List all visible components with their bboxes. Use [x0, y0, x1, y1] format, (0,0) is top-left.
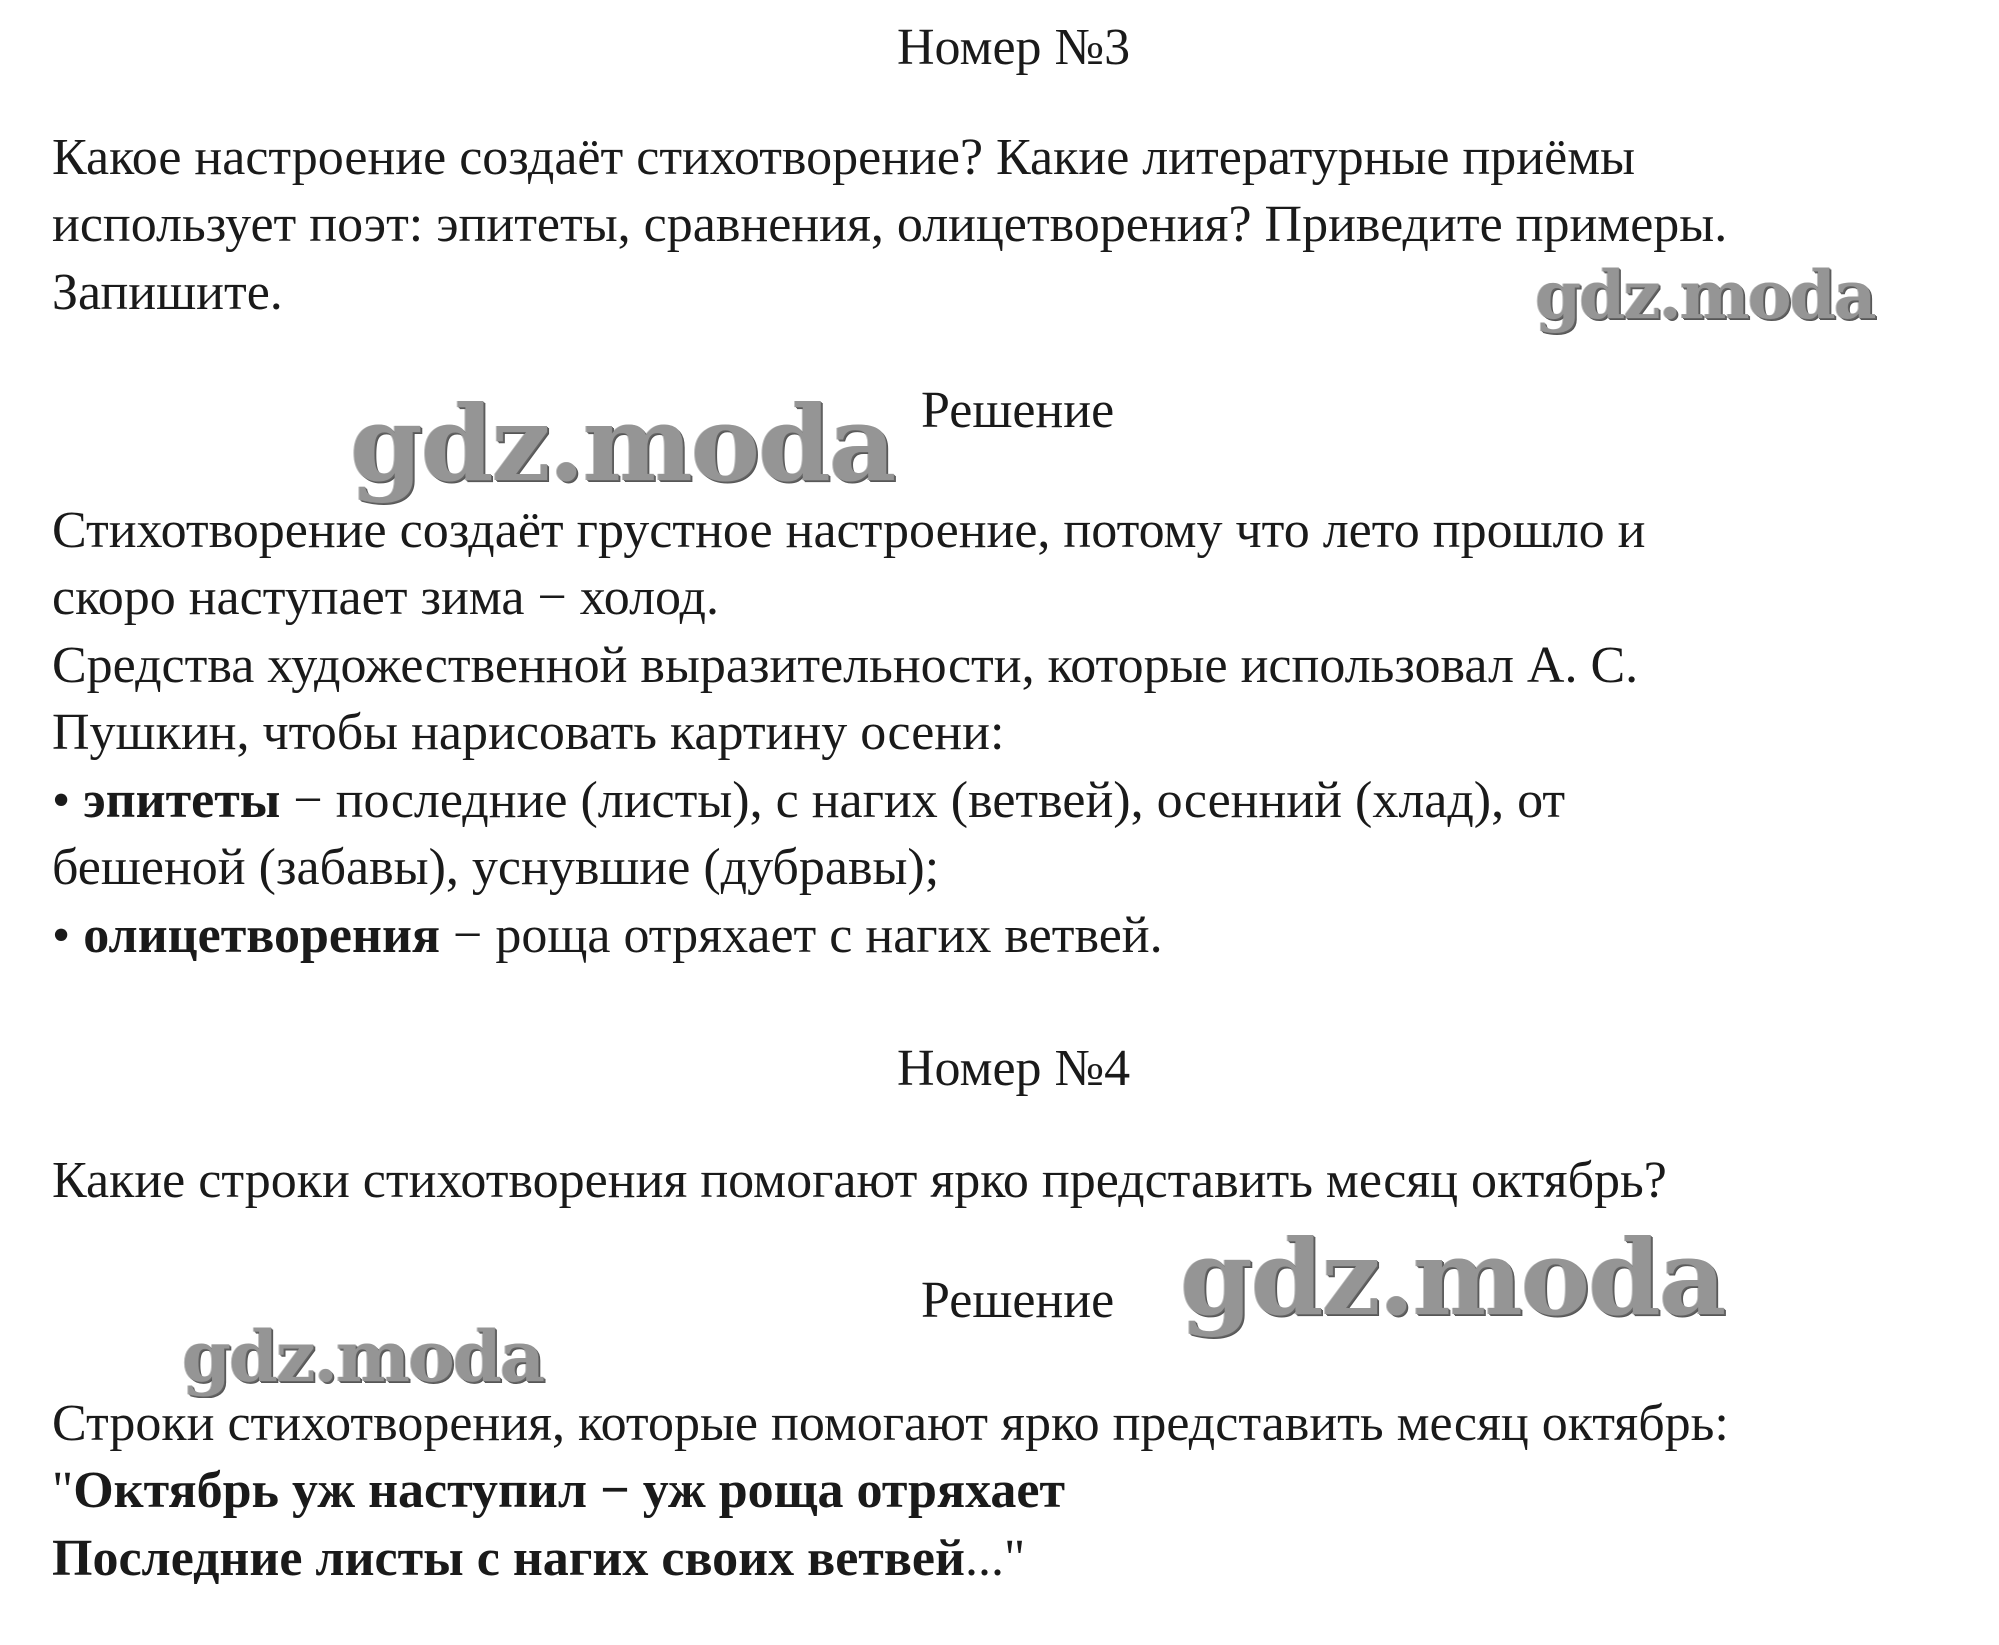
personification-term: олицетворения	[83, 907, 441, 964]
quote-open: "	[52, 1462, 74, 1519]
task3-bullet-personification	[52, 907, 1163, 964]
personification-text: − роща отряхает с нагих ветвей.	[440, 907, 1163, 964]
watermark-logo: gdz.moda	[1535, 256, 1875, 334]
watermark-logo: gdz.moda	[1180, 1216, 1725, 1339]
task3-question-line-3: Запишите.	[52, 264, 283, 321]
task4-question: Какие строки стихотворения помогают ярко представить месяц октябрь?	[52, 1152, 1667, 1209]
task3-question-line-1: Какое настроение создаёт стихотворение? Какие литературные приёмы	[52, 129, 1636, 186]
task3-answer-line-2: скоро наступает зима − холод.	[52, 569, 720, 626]
task3-heading: Номер №3	[897, 19, 1131, 76]
task3-answer-line-1: Стихотворение создаёт грустное настроение, потому что лето прошло и	[52, 502, 1646, 559]
bullet-symbol: •	[52, 907, 84, 964]
task4-quote-line-1	[52, 1462, 1066, 1519]
bullet-symbol: •	[52, 772, 84, 829]
epithets-text: − последние (листы), с нагих (ветвей), осенний (хлад), от	[280, 772, 1566, 829]
task3-solution-label: Решение	[921, 382, 1115, 439]
watermark-logo: gdz.moda	[350, 382, 895, 505]
task3-question-line-2: использует поэт: эпитеты, сравнения, олицетворения? Приведите примеры.	[52, 196, 1728, 253]
task4-heading: Номер №4	[897, 1040, 1131, 1097]
task4-answer-intro: Строки стихотворения, которые помогают ярко представить месяц октябрь:	[52, 1395, 1729, 1452]
task3-answer-line-4: Пушкин, чтобы нарисовать картину осени:	[52, 704, 1005, 761]
watermark-logo: gdz.moda	[182, 1315, 544, 1398]
quote-text-1: Октябрь уж наступил − уж роща отряхает	[73, 1462, 1066, 1519]
quote-text-2: Последние листы с нагих своих ветвей	[52, 1530, 965, 1587]
quote-close: ..."	[964, 1530, 1026, 1587]
task4-solution-label: Решение	[921, 1272, 1115, 1329]
task3-bullet-epithets	[52, 772, 1566, 829]
task3-answer-line-3: Средства художественной выразительности, которые использовал А. С.	[52, 637, 1639, 694]
epithets-term: эпитеты	[83, 772, 281, 829]
task3-bullet-epithets-cont: бешеной (забавы), уснувшие (дубравы);	[52, 839, 940, 896]
task4-quote-line-2	[52, 1530, 1026, 1587]
